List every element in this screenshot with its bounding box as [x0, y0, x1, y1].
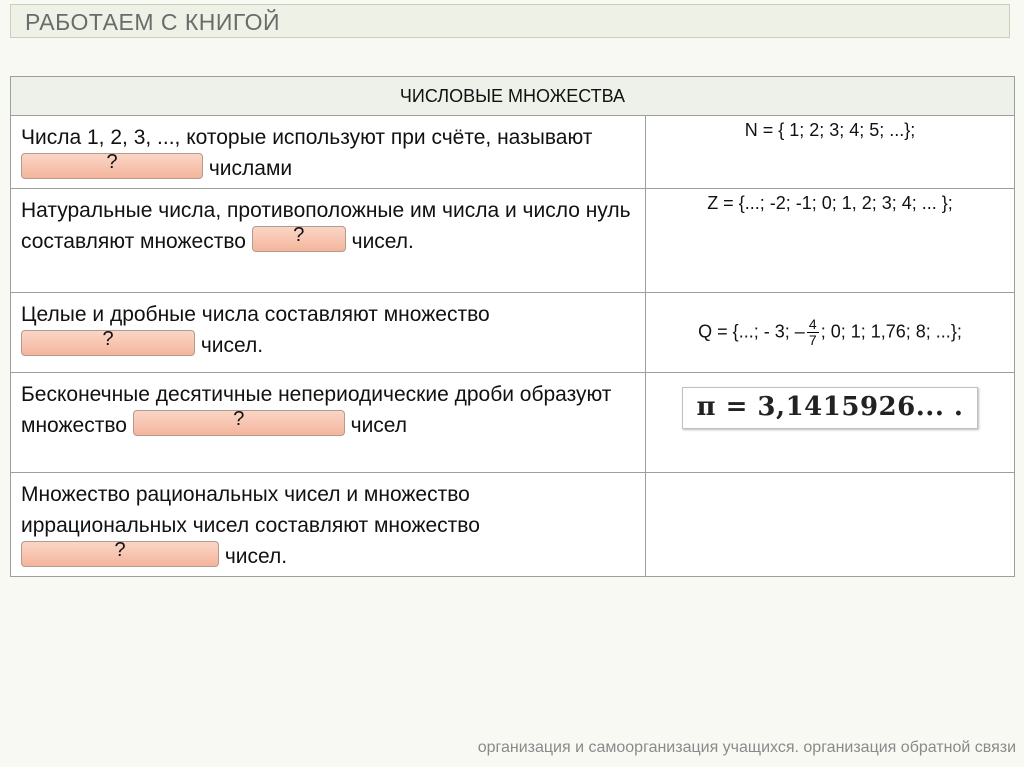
- footer-caption: организация и самоорганизация учащихся. организация обратной связи: [477, 739, 1016, 756]
- set-notation: N = { 1; 2; 3; 4; 5; ...};: [744, 120, 916, 140]
- row-text-end: чисел.: [351, 230, 414, 253]
- fraction-numerator: 4: [808, 316, 817, 332]
- answer-blank[interactable]: [252, 226, 346, 252]
- table-row: [11, 373, 1015, 473]
- row-description: [11, 189, 646, 293]
- question-mark: ?: [106, 151, 118, 173]
- row-description: [11, 373, 646, 473]
- row-notation: [646, 293, 1015, 373]
- row-description: [11, 473, 646, 577]
- row-text-end: чисел: [350, 414, 408, 437]
- row-notation: [646, 189, 1015, 293]
- row-text-end: чисел.: [200, 334, 264, 357]
- row-text: Натуральные числа, противоположные им числа и число нуль составляют множество: [21, 199, 631, 253]
- row-notation: [646, 116, 1015, 189]
- row-description: [11, 116, 646, 189]
- row-text: Числа 1, 2, 3, ..., которые используют при счёте, называют: [21, 126, 593, 149]
- row-notation-empty: [646, 473, 1015, 577]
- question-mark: ?: [114, 539, 126, 561]
- number-sets-table: [10, 76, 1015, 577]
- table-row: [11, 473, 1015, 577]
- table-row: [11, 293, 1015, 373]
- answer-blank[interactable]: [21, 153, 203, 179]
- set-notation: Q = {...; - 3; –: [698, 321, 805, 342]
- pi-value-box: π = 3,1415926... .: [682, 387, 979, 429]
- answer-blank[interactable]: [21, 541, 219, 567]
- header-bar: [10, 4, 1010, 38]
- row-text: Множество рациональных чисел и множество иррациональных чисел составляют множество: [21, 483, 480, 537]
- row-text-end: числами: [208, 157, 293, 180]
- table-heading: ЧИСЛОВЫЕ МНОЖЕСТВА: [11, 77, 1015, 116]
- row-notation: [646, 373, 1015, 473]
- question-mark: ?: [102, 328, 114, 350]
- fraction-denominator: 7: [808, 332, 817, 348]
- row-description: [11, 293, 646, 373]
- answer-blank[interactable]: [133, 410, 345, 436]
- page-title: РАБОТАЕМ С КНИГОЙ: [25, 9, 281, 35]
- row-text: Бесконечные десятичные непериодические дроби образуют множество: [21, 383, 612, 437]
- question-mark: ?: [293, 224, 305, 246]
- set-notation-end: ; 0; 1; 1,76; 8; ...};: [820, 321, 962, 342]
- question-mark: ?: [233, 408, 245, 430]
- row-text-end: чисел.: [224, 545, 288, 568]
- answer-blank[interactable]: [21, 330, 195, 356]
- table-row: [11, 116, 1015, 189]
- table-row: [11, 189, 1015, 293]
- fraction: [807, 317, 819, 348]
- set-notation: Z = {...; -2; -1; 0; 1, 2; 3; 4; ... };: [707, 193, 953, 213]
- row-text: Целые и дробные числа составляют множество: [21, 303, 490, 326]
